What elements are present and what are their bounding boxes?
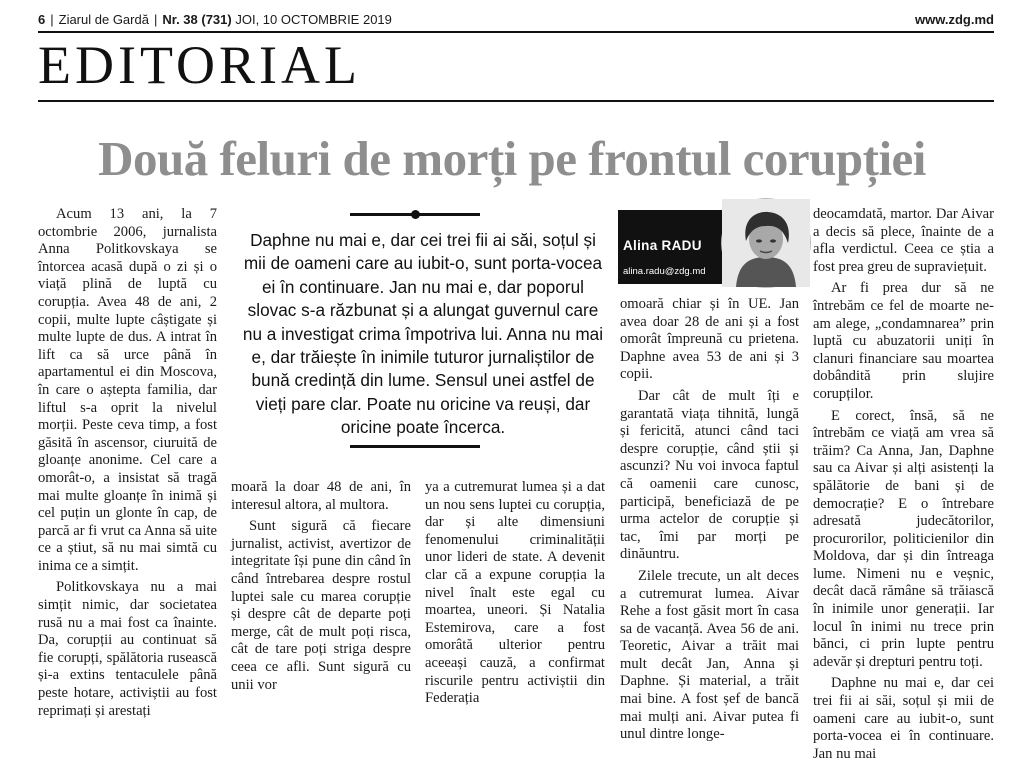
article-column-2 — [231, 479, 411, 693]
header-rule — [38, 31, 994, 33]
paragraph: omoară chiar și în UE. Jan avea doar 28 de ani și a fost omorât împreună cu prietena. Daphne avea 53 de ani și 3 copii. — [620, 296, 799, 383]
paragraph: Sunt sigură că fiecare jurnalist, activist, avertizor de integritate își pune din când în când întrebarea despre rostul luptei sale cu marea corupție și despre cât de departe poți merge, cât de mult poți risca, cât de tare poți striga despre ceea ce afli. Sunt sigură cu unii vor — [231, 518, 411, 693]
pull-quote — [238, 213, 608, 453]
author-photo — [721, 198, 811, 288]
author-portrait-icon — [722, 199, 810, 287]
paragraph: Ar fi prea dur să ne întrebăm ce fel de moarte ne-am alege, „condamnarea” prin luptă cu abuzatorii uniți în clanuri financiare sau moartea dobândită prin slujire corupților. — [813, 280, 994, 402]
header-separator: | — [153, 12, 158, 27]
article-headline: Două feluri de morți pe frontul corupției — [98, 131, 926, 186]
issue-date: JOI, 10 OCTOMBRIE 2019 — [235, 12, 392, 27]
paragraph: Acum 13 ani, la 7 octombrie 2006, jurnalista Anna Politkovskaya se întorcea acasă după o zi și o viață plină de luptă cu corupția. Avea 48 de ani, 2 copii, multe lupte câștigate și multe lupte de dus. A intrat în lift ca să urce până în apartamentul ei din Moscova, în care o aștepta familia, dar liftul s-a oprit la nivelul morții. Peste ceva timp, a fost găsită în ascensor, ciuruită de gloanțe anonime. Cel care a omorât-o, a insistat să tragă mai multe gloanțe în inimă și cel puțin un glonte în cap, de parcă ar fi vrut ca Anna să uite ce a știut, să nu mai simtă cu inima ce a simțit. — [38, 206, 217, 574]
publication-name: Ziarul de Gardă — [58, 12, 149, 27]
section-rule — [38, 100, 994, 102]
author-name: Alina RADU — [623, 238, 702, 253]
paragraph: ya a cutremurat lumea și a dat un nou sens luptei cu corupția, dar și alte dimensiuni fenomenului criminalității unor lideri de state. A devenit clar că a expune corupția la nivel înalt este egal cu moartea, uneori. Și Natalia Estemirova, care a fost omorâtă ulterior pentru aceeași cauză, a confirmat riscurile pentru activiștii din Federația — [425, 479, 605, 707]
paragraph: Daphne nu mai e, dar cei trei fii ai săi, soțul și mii de oameni care au iubit-o, sunt porta-vocea ei în continuare. Jan nu mai — [813, 675, 994, 762]
issue-number: Nr. 38 (731) — [162, 12, 232, 27]
section-title: EDITORIAL — [38, 35, 361, 95]
paragraph: Politkovskaya nu a mai simțit nimic, dar societatea rusă nu a mai fost ca înainte. Da, corupții au continuat să fie corupți, spălătoria rusească și-a extins tentaculele până peste hotare, activiștii au fost reprimați și arestați — [38, 579, 217, 719]
article-column-5 — [813, 206, 994, 762]
paragraph: E corect, însă, să ne întrebăm ce viață am vrea să trăim? Ca Anna, Jan, Daphne sau ca Aivar și alți asistenți la spălătorie de bani și de democrație? E o întrebare adresată judecătorilor, procurorilor, politicienilor din Moldova, dar și din întreaga lume. Nimeni nu e veșnic, decât dacă rămâne să trăiască în inimile unor generații. Iar locul în inimi nu trece prin bănci, ci prin lupte pentru adevăr și drepturi pentru toți. — [813, 407, 994, 670]
paragraph: moară la doar 48 de ani, în interesul altora, al multora. — [231, 479, 411, 513]
pull-quote-text: Daphne nu mai e, dar cei trei fii ai săi, soțul și mii de oameni care au iubit-o, sunt porta-vocea ei în continuare. Jan nu mai e, dar poporul slovac s-a răzbunat și a alungat guvernul care nu a investigat crima împotriva lui. Anna nu mai e, dar trăiește în inimile tuturor jurnaliștilor de bună credință din lume. Sensul unei astfel de vieți pare clar. Poate nu oricine va reuși, dar oricine poate încerca. — [242, 230, 604, 438]
page-header — [38, 8, 994, 30]
article-column-4 — [620, 296, 799, 743]
author-byline — [618, 210, 808, 284]
header-info — [38, 12, 392, 27]
paragraph: Zilele trecute, un alt deces a cutremurat lumea. Aivar Rehe a fost găsit mort în casa sa de vacanță. Avea 56 de ani. Teoretic, Aivar a trăit mai mult decât Jan, Anna și Daphne. Și material, a trăit mai bine. A fost șef de bancă mai mulți ani. Aivar putea fi unul dintre longe- — [620, 567, 799, 743]
article-column-3 — [425, 479, 605, 707]
author-email[interactable]: alina.radu@zdg.md — [623, 266, 706, 277]
author-bar — [618, 210, 730, 284]
header-separator: | — [50, 12, 54, 27]
website-link[interactable]: www.zdg.md — [915, 12, 994, 27]
article-column-1 — [38, 206, 217, 719]
pull-quote-bottom-rule — [350, 445, 480, 448]
paragraph: deocamdată, martor. Dar Aivar a decis să plece, înainte de a afla verdictul. Ceea ce știa a fost prea greu de supraviețuit. — [813, 206, 994, 275]
pull-quote-dot — [411, 210, 420, 219]
page-number: 6 — [38, 12, 46, 27]
paragraph: Dar cât de mult îți e garantată viața tihnită, lungă și fericită, atunci când taci despre corupție, când știi și ascunzi? Nu voi invoca faptul că oamenii care cunosc, participă, beneficiază de pe urma actelor de corupție și tac, îmi par morți pe dinăuntru. — [620, 387, 799, 563]
